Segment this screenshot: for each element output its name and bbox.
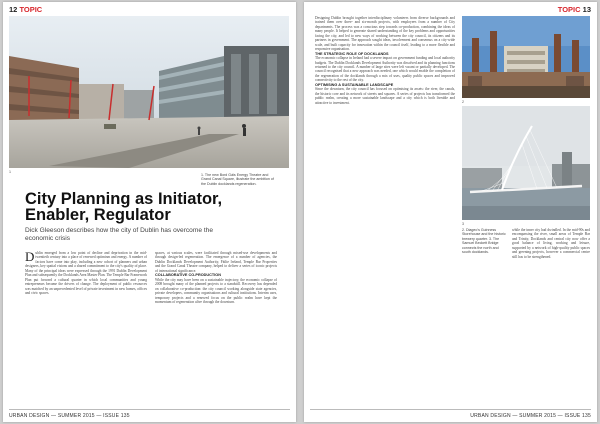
- photo-caption-2-3: 2. Diageo's Guinness Storehouse and the historic brewery quarter. 3. The Samuel Beckett Bridge connects the north and south docklands.: [462, 228, 506, 255]
- body-col2b-text: While the city may have been on a sustainable trajectory, the economic collapse of 2008 brought many of the planned projects to a standstill. Recovery has depended on collaborative co-production: the city council working alongside state agencies, private developers, community organisations and cultural institutions. Interim uses, temporary projects and a renewed focus on the public realm have kept the momentum of regeneration alive through the downturn.: [155, 277, 277, 304]
- photo-number-3: 3: [462, 222, 464, 226]
- footer-rule: [9, 409, 290, 410]
- article-title: City Planning as Initiator, Enabler, Regulator: [25, 190, 223, 224]
- body-column-2: [155, 251, 277, 411]
- optimising-text: Since the downturn, the city council has focused on optimising its assets: the river, the canals, the historic core and its network of streets and squares. A series of projects has transformed the public realm, creating a more sustainable landscape and a city which is both liveable and attractive to investment.: [315, 87, 455, 105]
- strategic-text: The economic collapse in Ireland had a severe impact on government funding and local authority budgets. The Dublin Docklands Development Authority was dissolved and its planning functions returned to the city council. A number of large sites were left vacant or partially developed. The council recognised that a new approach was needed, one which would enable the completion of the regeneration of the docklands through a mix of uses, quality public spaces and improved connectivity to the rest of the city.: [315, 56, 455, 83]
- body-col2-text: spaces, at various scales, were facilitated through mixed-use developments and through design-led regeneration. The emergence of a number of agencies, the Dublin Docklands Development Authority, Fáilte Ireland, Temple Bar Properties and the Grand Canal Theatre company, helped to deliver a series of iconic projects of international significance.: [155, 251, 277, 273]
- page-number: 13: [582, 5, 591, 14]
- body-column-1: [25, 251, 147, 411]
- right-page-header: [558, 5, 591, 14]
- right-text-column: [315, 16, 455, 416]
- left-page: [3, 2, 296, 422]
- photo-number: 1: [9, 170, 11, 174]
- docklands-photo: [9, 16, 289, 168]
- page-number: 12: [9, 5, 18, 14]
- right-footer: URBAN DESIGN — SUMMER 2015 — ISSUE 135: [470, 413, 591, 419]
- drop-cap: D: [25, 251, 35, 264]
- footer-rule: [310, 409, 591, 410]
- article-standfirst: Dick Gleeson describes how the city of Dublin has overcome the economic crisis: [25, 227, 214, 242]
- subheading-collaborative: COLLABORATIVE CO-PRODUCTION: [155, 273, 221, 278]
- subheading-optimising: OPTIMISING A SUSTAINABLE LANDSCAPE: [315, 82, 394, 87]
- section-label: TOPIC: [19, 5, 43, 14]
- photo-number-2: 2: [462, 100, 464, 104]
- left-page-header: [9, 5, 42, 14]
- right-page: [304, 2, 597, 422]
- brewery-photo: [462, 16, 590, 98]
- photo-caption: 1. The new Bord Gáis Energy Theatre and Grand Canal Square, illustrate the ambition of the Dublin docklands regeneration.: [201, 173, 274, 186]
- section-label: TOPIC: [557, 5, 581, 14]
- subheading-strategic: THE STRATEGIC ROLE OF DOCKLANDS: [315, 51, 389, 56]
- left-footer: URBAN DESIGN — SUMMER 2015 — ISSUE 135: [9, 413, 130, 419]
- right-bottom-column: while the inner city had dwindled. In the mid-90s and encompassing the river, small areas of Temple Bar and Trinity, Docklands and central city now offer a good balance of living, working and leisure, supported by a network of high-quality public spaces and greening projects, however a commercial centre still has to be strengthened.: [512, 228, 590, 259]
- intro-text: Designing Dublin brought together interdisciplinary volunteers from diverse backgrounds and trained them over three- and six-month projects, with employees from a number of City departments. The process was a conscious step towards co-production, combining the ideas of many people. It helped to generate shared understanding of the key problems and opportunities facing the city, and led to new ways of working between the city council, its citizens and its partners in government. The approach sought ideas, involvement and consensus on a city-wide scale, and built capacity for innovation within the council itself, leading to a more flexible and responsive organisation.: [315, 16, 455, 52]
- body-col1-text: ublin emerged from a low point of decline and deprivation in the mid-twentieth century into a place of renewed optimism and energy. A number of factors have come into play, including a new cohort of planners and urban designers, key spatial visions and a shared commitment to the city's quality of place. Many of the principal ideas were expressed through the 1991 Dublin Development Plan and subsequently the Docklands Area Master Plan. The Temple Bar Framework Plan put forward a cultural quarter in which local communities and young entrepreneurs became the drivers of change. The deployment of public resources was matched by an unprecedented level of private investment in new homes, offices and civic spaces.: [25, 251, 147, 296]
- bridge-photo: [462, 106, 590, 220]
